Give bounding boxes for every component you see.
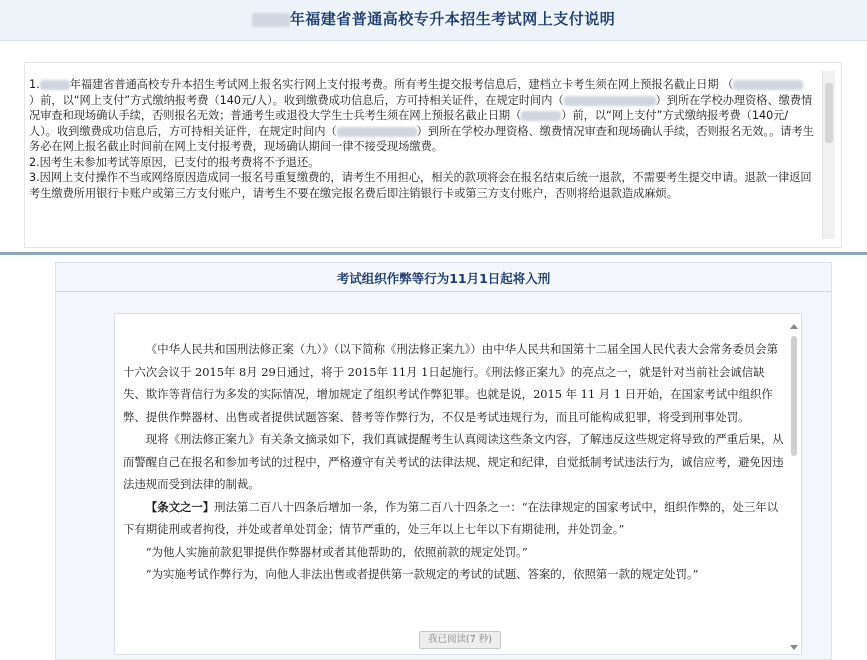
read-confirm-button[interactable]: 我已阅读(7 秒) [419,631,501,649]
redacted-date [733,80,803,90]
clause-text: 刑法第二百八十四条后增加一条，作为第二百八十四条之一：“在法律规定的国家考试中，组织作弊的，处三年以下有期徒刑或者拘役，并处或者单处罚金；情节严重的，处三年以上七年以下有期徒刑，并处罚金。” [123,499,779,536]
redacted-date [564,96,656,106]
scroll-up-arrow-icon[interactable] [790,324,798,329]
header-bar [0,0,867,41]
payment-notice-box [24,62,842,248]
redacted-year [252,13,290,27]
legal-scrollbar-thumb[interactable] [791,336,797,456]
clause-label: 【条文之一】 [145,499,215,514]
notice-scrollbar[interactable] [822,71,835,239]
legal-quote-2: “为实施考试作弊行为，向他人非法出售或者提供第一款规定的考试的试题、答案的，依照第一款的规定处罚。” [145,567,699,581]
redacted-year [40,80,70,90]
legal-clause-1 [123,496,787,541]
legal-notice-panel [55,262,832,660]
redacted-date [337,127,417,137]
legal-notice-title: 考试组织作弊等行为11月1日起将入刑 [336,271,551,286]
page-title: 年福建省普通高校专升本招生考试网上支付说明 [0,8,867,29]
redacted-date [521,111,561,121]
legal-text [123,338,787,586]
notice-item-1: 1. 年福建省普通高校专升本招生考试网上报名实行网上支付报考费。所有考生提交报考信息后，建档立卡考生须在网上预报名截止日期 （）前，以“网上支付”方式缴纳报考费（140元/人）。收到缴费成功信息后，方可持相关证件，在规定时间内（ ）到所在学校办理资格、缴费情况审查和现场确认手续，否则报名无效；普通考生或退役大学生士兵考生须在网上预报名截止日期（ ）前，以“网上支付”方式缴纳报考费（140元/人）。收到缴费成功信息后，方可持相关证件，在规定时间内（ ）到所在学校办理资格、缴费情况审查和现场确认手续，否则报名无效。。请考生务必在网上报名截止时间前在网上支付报考费，现场确认期间一律不接受现场缴费。 [29,78,814,153]
section-divider [0,252,867,255]
notice-scrollbar-thumb[interactable] [825,83,833,143]
payment-notice-text [29,77,814,201]
scroll-down-arrow-icon[interactable] [790,645,798,650]
notice-item-2: 2.因考生未参加考试等原因，已支付的报考费将不予退还。 [29,155,320,169]
legal-paragraph-2: 现将《刑法修正案九》有关条文摘录如下，我们真诚提醒考生认真阅读这些条文内容，了解违反这些规定将导致的严重后果，从而警醒自己在报名和参加考试的过程中，严格遵守有关考试的法律法规、规定和纪律，自觉抵制考试违法行为，诚信应考，避免因违法违规而受到法律的制裁。 [123,432,784,491]
legal-text-box [114,313,802,655]
notice-item-3: 3.因网上支付操作不当或网络原因造成同一报名号重复缴费的，请考生不用担心，相关的款项将会在报名结束后统一退款，不需要考生提交申请。退款一律返回考生缴费所用银行卡账户或第三方支付账户，请考生不要在缴完报名费后即注销银行卡或第三方支付账户，否则将给退款造成麻烦。 [29,171,812,200]
legal-text-scrollbar[interactable] [789,324,799,650]
legal-paragraph-1: 《中华人民共和国刑法修正案（九）》（以下简称《刑法修正案九》）由中华人民共和国第十二届全国人民代表大会常务委员会第十六次会议于 2015年 8月 29日通过，将于 2015年 11月 1日起施行。《刑法修正案九》的亮点之一，就是针对当前社会诚信缺失、欺诈等背信行为多发的实际情况，增加规定了组织考试作弊犯罪。也就是说，2015 年 11 月 1 日开始，在国家考试中组织作弊、提供作弊器材、出售或者提供试题答案、替考等作弊行为，不仅是考试违规行为，而且可能构成犯罪，将受到刑事处罚。 [123,342,778,424]
title-separator [56,291,831,292]
legal-quote-1: “为他人实施前款犯罪提供作弊器材或者其他帮助的，依照前款的规定处罚。” [145,544,528,559]
